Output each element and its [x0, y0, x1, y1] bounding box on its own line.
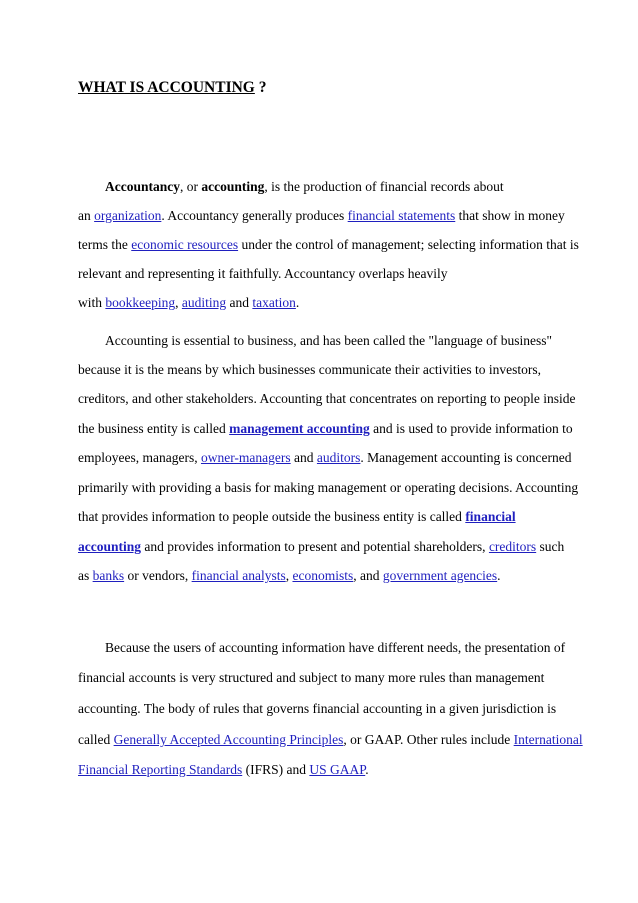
- text: and: [290, 450, 317, 465]
- p3-line-3: [78, 701, 556, 717]
- link-government-agencies[interactable]: government agencies: [382, 568, 498, 583]
- text: , is the production of financial records about: [264, 179, 504, 194]
- text: as: [78, 568, 93, 583]
- text: . Management accounting is concerned: [360, 450, 572, 465]
- text: under the control of management; selecting information that is: [238, 237, 579, 252]
- link-financial-statements[interactable]: financial statements: [347, 208, 456, 223]
- text: , or: [180, 179, 202, 194]
- p3-line-1: [105, 640, 565, 656]
- p3-line-4: [78, 732, 583, 748]
- p1-line-1: [105, 179, 504, 195]
- text: ,: [175, 295, 182, 310]
- link-bookkeeping[interactable]: bookkeeping: [105, 295, 176, 310]
- text: and: [226, 295, 253, 310]
- p2-line-8: [78, 539, 564, 555]
- text: . Accountancy generally produces: [161, 208, 348, 223]
- text: , or GAAP. Other rules include: [343, 732, 514, 747]
- link-ifrs-part1[interactable]: International: [513, 732, 583, 747]
- link-management-accounting[interactable]: management accounting: [229, 421, 370, 436]
- text: ,: [285, 568, 293, 583]
- text: and is used to provide information to: [369, 421, 573, 436]
- link-auditors[interactable]: auditors: [316, 450, 361, 465]
- text: relevant and representing it faithfully. Accountancy overlaps heavily: [78, 266, 448, 281]
- term-accounting: accounting: [201, 179, 265, 194]
- p1-line-4: [78, 266, 448, 282]
- text: Because the users of accounting information have different needs, the presentation of: [105, 640, 566, 655]
- link-gaap[interactable]: Generally Accepted Accounting Principles: [113, 732, 344, 747]
- text: an: [78, 208, 95, 223]
- p1-line-2: [78, 208, 565, 224]
- text: with: [78, 295, 106, 310]
- p2-line-7: [78, 509, 516, 525]
- title-suffix: ?: [254, 79, 267, 96]
- link-auditing[interactable]: auditing: [181, 295, 227, 310]
- text: .: [365, 762, 369, 777]
- link-owner-managers[interactable]: owner-managers: [200, 450, 291, 465]
- p3-line-5: [78, 762, 369, 778]
- link-banks[interactable]: banks: [92, 568, 125, 583]
- p2-line-4: [78, 421, 573, 437]
- text: the business entity is called: [78, 421, 230, 436]
- link-creditors[interactable]: creditors: [488, 539, 537, 554]
- link-financial-accounting-part1[interactable]: financial: [465, 509, 516, 524]
- p2-line-5: [78, 450, 571, 466]
- link-financial-accounting-part2[interactable]: accounting: [78, 539, 142, 554]
- text: employees, managers,: [78, 450, 201, 465]
- text: (IFRS) and: [242, 762, 310, 777]
- link-us-gaap[interactable]: US GAAP: [309, 762, 366, 777]
- title-main: WHAT IS ACCOUNTING: [78, 79, 255, 96]
- text: accounting. The body of rules that governs financial accounting in a given jurisdiction is: [78, 701, 557, 716]
- text: or vendors,: [124, 568, 192, 583]
- text: such: [536, 539, 565, 554]
- page-title: [78, 79, 266, 97]
- p2-line-2: [78, 362, 541, 378]
- p2-line-3: [78, 391, 575, 407]
- p2-line-6: [78, 480, 578, 496]
- link-organization[interactable]: organization: [94, 208, 162, 223]
- link-economists[interactable]: economists: [292, 568, 354, 583]
- p2-line-9: [78, 568, 501, 584]
- p1-line-3: [78, 237, 579, 253]
- text: .: [295, 295, 300, 310]
- link-taxation[interactable]: taxation: [252, 295, 296, 310]
- link-ifrs-part2[interactable]: Financial Reporting Standards: [78, 762, 243, 777]
- p2-line-1: [105, 333, 552, 349]
- p1-line-5: [78, 295, 299, 311]
- text: called: [78, 732, 114, 747]
- text: primarily with providing a basis for making management or operating decisions. Accounting: [78, 480, 579, 495]
- text: creditors, and other stakeholders. Accounting that concentrates on reporting to people inside: [78, 391, 576, 406]
- text: .: [497, 568, 501, 583]
- p3-line-2: [78, 670, 544, 686]
- text: and provides information to present and potential shareholders,: [141, 539, 489, 554]
- text: that provides information to people outside the business entity is called: [78, 509, 466, 524]
- text: because it is the means by which businesses communicate their activities to investors,: [78, 362, 542, 377]
- term-accountancy: Accountancy: [105, 179, 180, 194]
- text: terms the: [78, 237, 132, 252]
- text: , and: [353, 568, 383, 583]
- link-economic-resources[interactable]: economic resources: [131, 237, 239, 252]
- text: Accounting is essential to business, and has been called the "language of business": [105, 333, 553, 348]
- text: that show in money: [455, 208, 565, 223]
- text: financial accounts is very structured and subject to many more rules than management: [78, 670, 545, 685]
- link-financial-analysts[interactable]: financial analysts: [191, 568, 286, 583]
